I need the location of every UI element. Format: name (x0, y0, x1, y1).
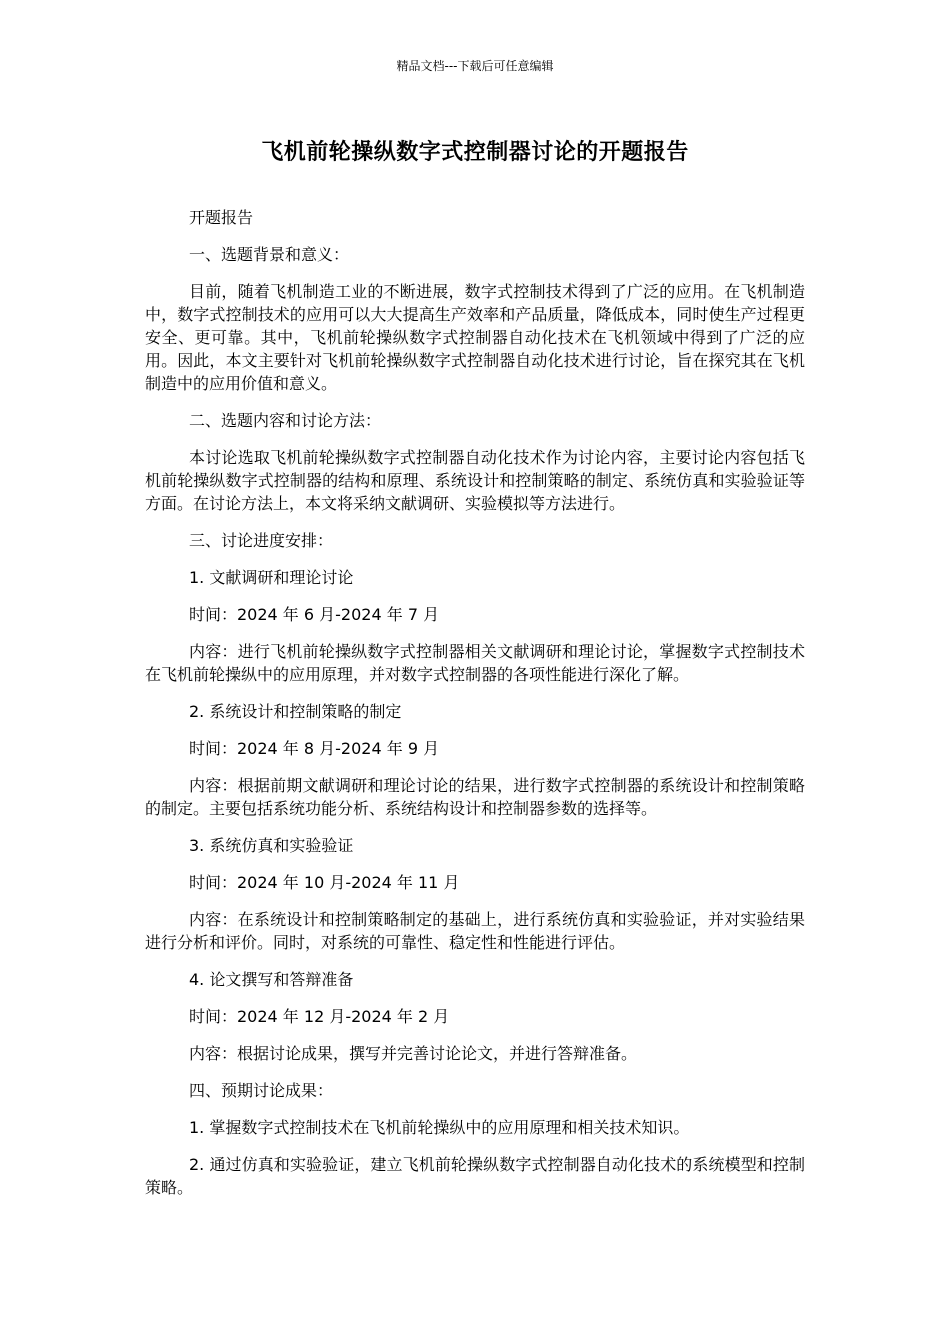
schedule-item-title: 1. 文献调研和理论讨论 (189, 568, 354, 587)
expected-result-item: 2. 通过仿真和实验验证，建立飞机前轮操纵数字式控制器自动化技术的系统模型和控制策略。 (145, 1155, 805, 1197)
schedule-item-content: 内容：进行飞机前轮操纵数字式控制器相关文献调研和理论讨论，掌握数字式控制技术在飞机前轮操纵中的应用原理，并对数字式控制器的各项性能进行深化了解。 (145, 642, 805, 684)
schedule-item-time: 时间：2024 年 6 月-2024 年 7 月 (189, 605, 440, 624)
paragraph-background: 目前，随着飞机制造工业的不断进展，数字式控制技术得到了广泛的应用。在飞机制造中，数字式控制技术的应用可以大大提高生产效率和产品质量，降低成本，同时使生产过程更安全、更可靠。其中，飞机前轮操纵数字式控制器自动化技术在飞机领域中得到了广泛的应用。因此，本文主要针对飞机前轮操纵数字式控制器自动化技术进行讨论，旨在探究其在飞机制造中的应用价值和意义。 (145, 282, 805, 393)
document-title: 飞机前轮操纵数字式控制器讨论的开题报告 (261, 140, 689, 165)
section-heading-background: 一、选题背景和意义： (189, 245, 350, 264)
paragraph-content-method: 本讨论选取飞机前轮操纵数字式控制器自动化技术作为讨论内容，主要讨论内容包括飞机前轮操纵数字式控制器的结构和原理、系统设计和控制策略的制定、系统仿真和实验验证等方面。在讨论方法上，本文将采纳文献调研、实验模拟等方法进行。 (145, 448, 805, 513)
schedule-item-content: 内容：根据讨论成果，撰写并完善讨论论文，并进行答辩准备。 (189, 1044, 638, 1063)
schedule-item-content: 内容：根据前期文献调研和理论讨论的结果，进行数字式控制器的系统设计和控制策略的制定。主要包括系统功能分析、系统结构设计和控制器参数的选择等。 (145, 776, 805, 818)
schedule-item-time: 时间：2024 年 12 月-2024 年 2 月 (189, 1007, 450, 1026)
section-heading-expected-results: 四、预期讨论成果： (189, 1081, 334, 1100)
section-heading-schedule: 三、讨论进度安排： (189, 531, 334, 550)
schedule-item-time: 时间：2024 年 10 月-2024 年 11 月 (189, 873, 460, 892)
document-body (145, 206, 805, 1213)
schedule-item-title: 3. 系统仿真和实验验证 (189, 836, 354, 855)
schedule-item-time: 时间：2024 年 8 月-2024 年 9 月 (189, 739, 440, 758)
paragraph-report-label: 开题报告 (189, 208, 254, 227)
expected-result-item: 1. 掌握数字式控制技术在飞机前轮操纵中的应用原理和相关技术知识。 (189, 1118, 690, 1137)
schedule-item-content: 内容：在系统设计和控制策略制定的基础上，进行系统仿真和实验验证，并对实验结果进行分析和评价。同时，对系统的可靠性、稳定性和性能进行评估。 (145, 910, 805, 952)
schedule-item-title: 2. 系统设计和控制策略的制定 (189, 702, 402, 721)
schedule-item-title: 4. 论文撰写和答辩准备 (189, 970, 354, 989)
section-heading-content-method: 二、选题内容和讨论方法： (189, 411, 382, 430)
page-header: 精品文档---下载后可任意编辑 (396, 59, 554, 73)
